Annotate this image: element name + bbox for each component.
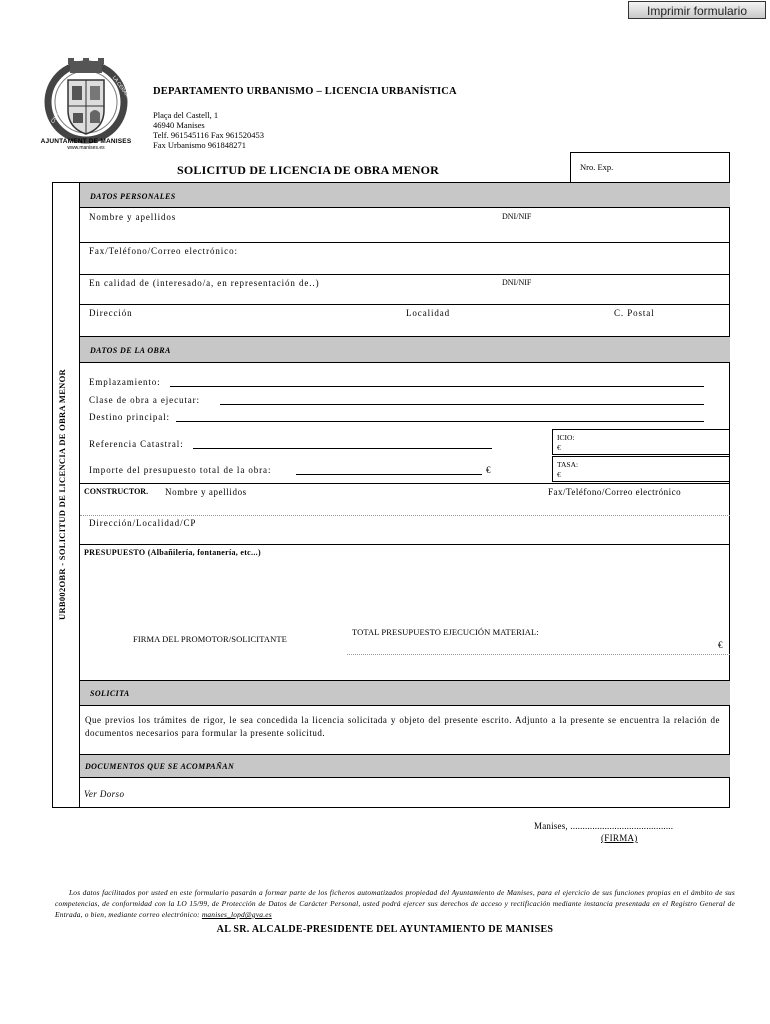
signature-promoter-label: FIRMA DEL PROMOTOR/SOLICITANTE bbox=[133, 634, 287, 644]
cadastral-input[interactable] bbox=[193, 448, 492, 449]
divider bbox=[80, 274, 730, 275]
documents-text: Ver Dorso bbox=[84, 789, 125, 799]
tasa-label: TASA: bbox=[557, 460, 579, 469]
side-label: URB002OBR - SOLICITUD DE LICENCIA DE OBRA MENOR bbox=[57, 369, 67, 620]
dni2-label: DNI/NIF bbox=[502, 278, 532, 287]
phone-line: Telf. 961545116 Fax 961520453 bbox=[153, 130, 264, 140]
capacity-field[interactable] bbox=[88, 276, 728, 302]
disclaimer-text: Los datos facilitados por usted en este formulario pasarán a formar parte de los ficheros automatizados propiedad del Ayuntamiento de Manises, para el ejercicio de sus funciones propias en el ámbito de sus competencias, de conformidad con la LO 15/99, de Protección de Datos de Carácter Personal, usted podrá ejercer sus derechos de acceso y rectificación mediante instancia presentada en el Registro General de Entrada, o bien, mediante correo electrónico: bbox=[55, 888, 735, 919]
constructor-label: CONSTRUCTOR. bbox=[84, 487, 149, 496]
address-line: 46940 Manises bbox=[153, 120, 205, 130]
nro-exp-label: Nro. Exp. bbox=[580, 162, 614, 172]
total-currency: € bbox=[718, 640, 724, 650]
divider bbox=[80, 304, 730, 305]
contact-label: Fax/Teléfono/Correo electrónico: bbox=[89, 246, 238, 256]
tasa-box[interactable] bbox=[552, 456, 730, 482]
svg-text:CIUTAT: CIUTAT bbox=[50, 106, 64, 125]
work-type-input[interactable] bbox=[220, 404, 704, 405]
section-header-personal bbox=[80, 182, 730, 208]
section-title: SOLICITA bbox=[90, 689, 130, 698]
constructor-address-field[interactable] bbox=[84, 516, 728, 542]
signature-place[interactable]: Manises, .......................................... bbox=[534, 821, 674, 831]
total-budget-label: TOTAL PRESUPUESTO EJECUCIÓN MATERIAL: bbox=[352, 627, 539, 637]
data-protection-notice bbox=[55, 887, 735, 920]
lopd-email-link[interactable]: manises_lopd@gva.es bbox=[201, 910, 272, 919]
use-input[interactable] bbox=[176, 421, 704, 422]
section-header-request bbox=[80, 680, 730, 706]
logo-url: www.manises.es bbox=[67, 145, 105, 151]
use-label: Destino principal: bbox=[89, 412, 170, 422]
constructor-name-label: Nombre y apellidos bbox=[165, 487, 247, 497]
section-title: DATOS PERSONALES bbox=[90, 192, 176, 201]
request-text: Que previos los trámites de rigor, le sea concedida la licencia solicitada y objeto del presente escrito. Adjunto a la presente se encuentra la relación de documentos necesarios para formular la presente solicitud. bbox=[85, 715, 720, 738]
divider bbox=[80, 483, 730, 484]
address-field[interactable] bbox=[88, 306, 728, 334]
fax-line: Fax Urbanismo 961848271 bbox=[153, 140, 247, 150]
presupuesto-label: PRESUPUESTO (Albañilería, fontanería, etc...) bbox=[84, 548, 261, 557]
postal-label: C. Postal bbox=[614, 308, 655, 318]
budget-currency: € bbox=[486, 465, 492, 475]
icio-currency: € bbox=[557, 443, 561, 452]
divider bbox=[80, 242, 730, 243]
name-field[interactable] bbox=[88, 210, 728, 240]
section-title: DATOS DE LA OBRA bbox=[90, 346, 171, 355]
total-input-line[interactable] bbox=[347, 654, 730, 655]
section-header-works bbox=[80, 336, 730, 363]
constructor-field[interactable] bbox=[84, 485, 728, 513]
section-header-documents bbox=[80, 754, 730, 778]
addressee: AL SR. ALCALDE-PRESIDENTE DEL AYUNTAMIENTO DE MANISES bbox=[216, 924, 554, 935]
address-line: Plaça del Castell, 1 bbox=[153, 110, 219, 120]
address-label: Dirección bbox=[89, 308, 133, 318]
locality-label: Localidad bbox=[406, 308, 451, 318]
constructor-address-label: Dirección/Localidad/CP bbox=[89, 518, 197, 528]
signature-label: (FIRMA) bbox=[601, 833, 638, 843]
form-title: SOLICITUD DE LICENCIA DE OBRA MENOR bbox=[177, 163, 440, 177]
name-label: Nombre y apellidos bbox=[89, 212, 177, 222]
svg-text:LA CERÀMICA: LA CERÀMICA bbox=[110, 74, 136, 106]
print-form-button[interactable]: Imprimir formulario bbox=[628, 1, 766, 19]
presupuesto-area[interactable] bbox=[84, 560, 728, 620]
location-label: Emplazamiento: bbox=[89, 377, 161, 387]
logo-caption: AJUNTAMENT DE MANISES bbox=[40, 138, 132, 145]
coat-of-arms-logo bbox=[40, 58, 136, 148]
divider bbox=[80, 544, 730, 545]
work-type-label: Clase de obra a ejecutar: bbox=[89, 395, 200, 405]
department-title: DEPARTAMENTO URBANISMO – LICENCIA URBANÍSTICA bbox=[153, 86, 457, 97]
tasa-currency: € bbox=[557, 470, 561, 479]
icio-label: ICIO: bbox=[557, 433, 575, 442]
location-input[interactable] bbox=[170, 386, 704, 387]
icio-box[interactable] bbox=[552, 429, 730, 455]
contact-field[interactable] bbox=[88, 244, 728, 272]
section-title: DOCUMENTOS QUE SE ACOMPAÑAN bbox=[85, 762, 235, 771]
constructor-contact-label: Fax/Teléfono/Correo electrónico bbox=[548, 487, 682, 497]
budget-label: Importe del presupuesto total de la obra: bbox=[89, 465, 272, 475]
budget-input[interactable] bbox=[296, 474, 482, 475]
cadastral-label: Referencia Catastral: bbox=[89, 439, 184, 449]
capacity-label: En calidad de (interesado/a, en representación de..) bbox=[89, 278, 320, 288]
dni-label: DNI/NIF bbox=[502, 212, 532, 221]
